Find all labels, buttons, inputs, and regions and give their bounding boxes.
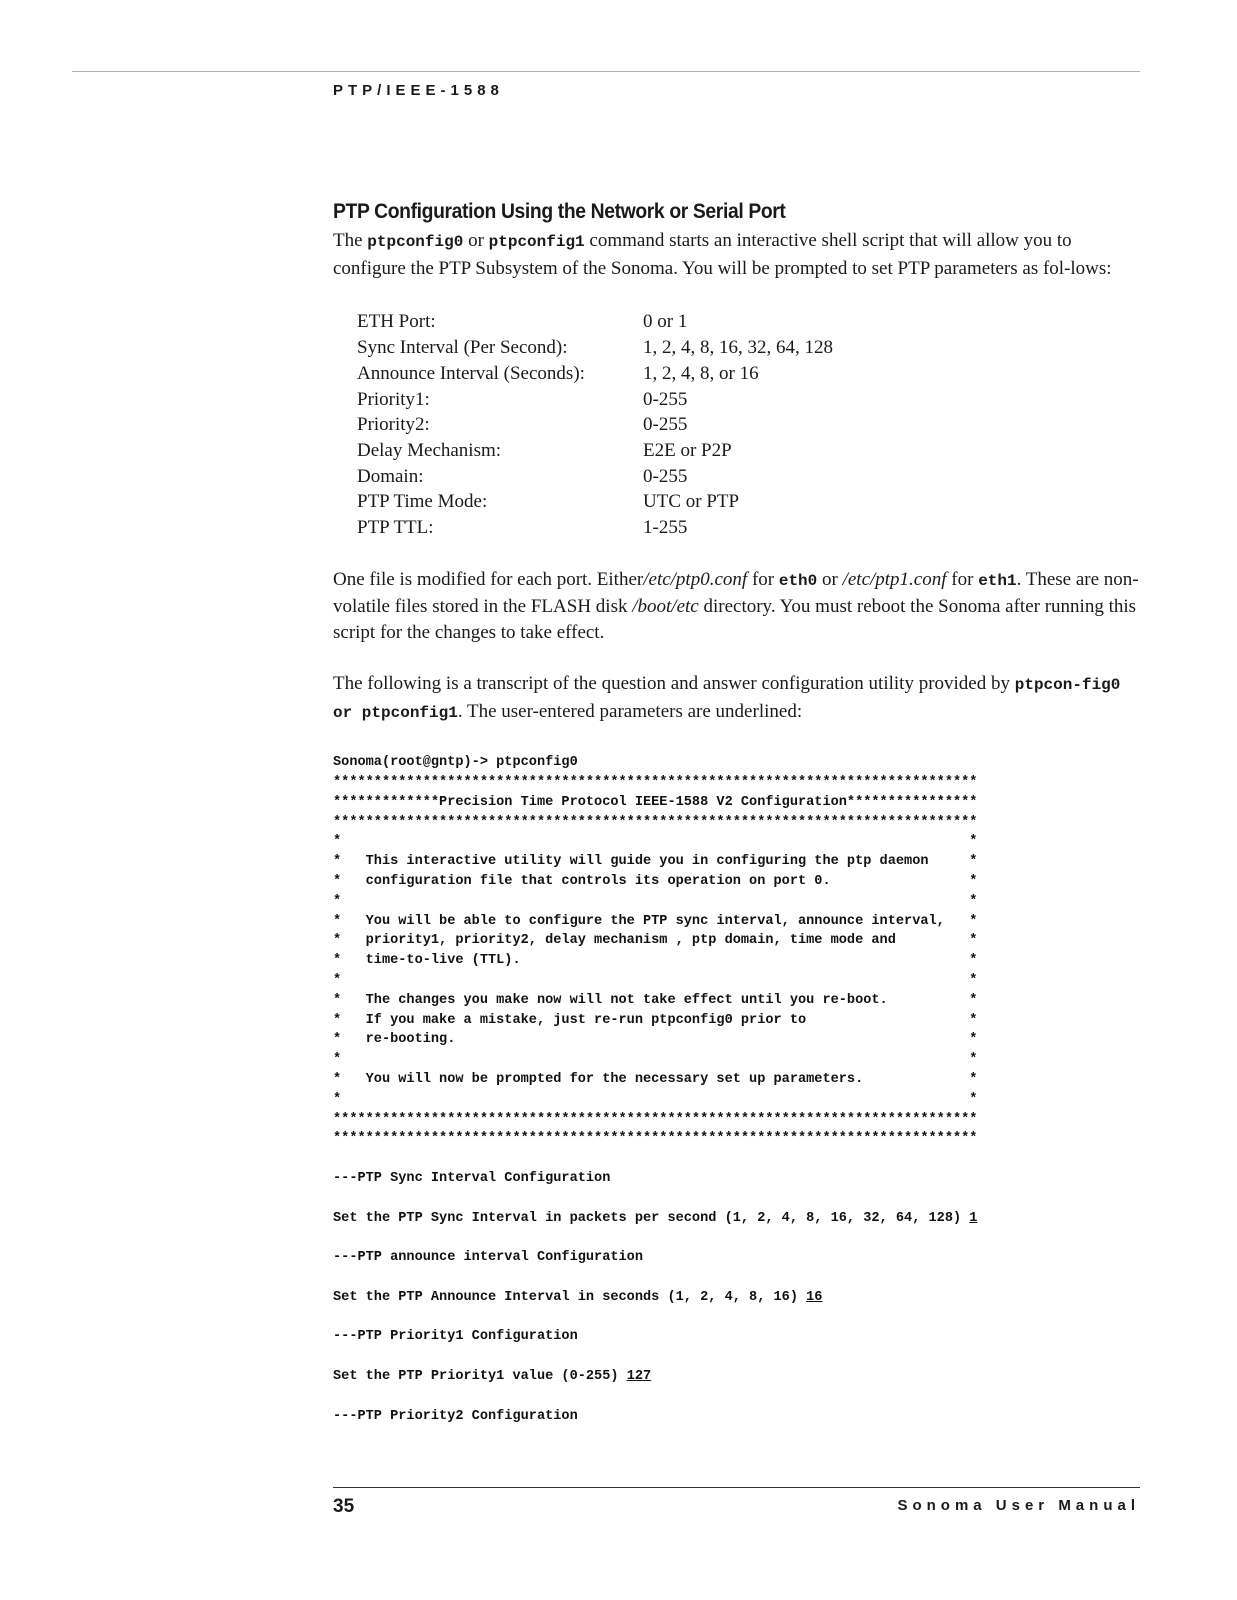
parameter-value: 1-255	[643, 517, 688, 539]
parameter-value: 0 or 1	[643, 311, 688, 333]
sync-prompt: Set the PTP Sync Interval in packets per second (1, 2, 4, 8, 16, 32, 64, 128)	[333, 1210, 970, 1226]
sync-answer: 1	[969, 1210, 978, 1226]
parameter-value: 1, 2, 4, 8, or 16	[643, 362, 759, 384]
files-paragraph	[333, 567, 1143, 646]
parameter-value: UTC or PTP	[643, 491, 740, 513]
manual-title: Sonoma User Manual	[897, 1497, 1140, 1514]
interface-eth0: eth0	[778, 571, 818, 590]
parameter-row	[357, 489, 1143, 515]
intro-text: or	[463, 230, 489, 251]
priority1-prompt: Set the PTP Priority1 value (0-255)	[333, 1368, 627, 1384]
footer-rule	[333, 1487, 1140, 1488]
files-text: or	[817, 568, 843, 590]
parameter-label: Priority2:	[357, 414, 430, 436]
parameter-list	[357, 309, 1143, 540]
announce-prompt: Set the PTP Announce Interval in seconds (1, 2, 4, 8, 16)	[333, 1289, 807, 1305]
page-number: 35	[333, 1496, 355, 1517]
intro-text: command starts an interactive shell script that will allow you to configure the PTP Subsystem of the Sonoma. You will be prompted to set PTP parameters as fol-lows:	[333, 230, 1112, 279]
parameter-row	[357, 309, 1143, 335]
parameter-value: 0-255	[643, 388, 688, 410]
banner-block: ******************************************************************************* *************Precision Time Protocol IEEE-1588 V2 Configuration**************** ******************************************************************************* * * * This interactive utility will guide you in configuring the ptp daemon * * configuration file that controls its operation on port 0. * * * * You will be able to configure the PTP sync interval, announce interval, * * priority1, priority2, delay mechanism , ptp domain, time mode and * * time-to-live (TTL). * * * * The changes you make now will not take effect until you re-boot. * * If you make a mistake, just re-run ptpconfig0 prior to * * re-booting. * * * * You will now be prompted for the necessary set up parameters. * * * ******************************************************************************* *******************************************************************************	[333, 775, 978, 1147]
directory-boot-etc: /boot/etc	[632, 596, 699, 618]
cmd-names: ptpcon-fig0 or ptpconfig1	[333, 675, 1121, 722]
cmd-ptpconfig0: ptpconfig0	[367, 233, 464, 251]
transcript-intro-paragraph	[333, 671, 1143, 726]
parameter-label: PTP TTL:	[357, 517, 434, 539]
parameter-row	[357, 361, 1143, 387]
file-path-ptp0: /etc/ptp0.conf	[643, 568, 748, 590]
parameter-value: 0-255	[643, 414, 688, 436]
parameter-label: Priority1:	[357, 388, 430, 410]
parameter-label: ETH Port:	[357, 311, 436, 333]
parameter-label: PTP Time Mode:	[357, 491, 488, 513]
parameter-row	[357, 387, 1143, 413]
transcript-intro-text: . The user-entered parameters are underlined:	[457, 700, 803, 722]
priority2-heading: ---PTP Priority2 Configuration	[333, 1408, 578, 1424]
paragraph-gap	[333, 646, 1143, 671]
announce-answer: 16	[806, 1289, 823, 1305]
parameter-row	[357, 438, 1143, 464]
files-text: . These are non-volatile files stored in the FLASH disk	[333, 568, 1139, 618]
section-title: PTP Configuration Using the Network or Serial Port	[333, 200, 786, 223]
parameter-row	[357, 515, 1143, 541]
parameter-row	[357, 412, 1143, 438]
parameter-label: Delay Mechanism:	[357, 439, 502, 461]
shell-prompt: Sonoma(root@gntp)-> ptpconfig0	[333, 755, 578, 771]
intro-paragraph	[333, 228, 1143, 281]
parameter-value: 1, 2, 4, 8, 16, 32, 64, 128	[643, 337, 833, 359]
parameter-row	[357, 335, 1143, 361]
files-text: directory. You must reboot the Sonoma after running this script for the changes to take effect.	[333, 596, 1137, 644]
sync-heading: ---PTP Sync Interval Configuration	[333, 1170, 611, 1186]
interface-eth1: eth1	[978, 571, 1017, 590]
files-text: for	[747, 568, 779, 590]
announce-heading: ---PTP announce interval Configuration	[333, 1250, 643, 1266]
transcript-intro-text: The following is a transcript of the question and answer configuration utility provided by	[333, 672, 1015, 694]
files-text: One file is modified for each port. Either	[333, 568, 644, 590]
parameter-value: E2E or P2P	[643, 439, 732, 461]
priority1-heading: ---PTP Priority1 Configuration	[333, 1329, 578, 1345]
file-path-ptp1: /etc/ptp1.conf	[842, 568, 947, 590]
config-transcript	[333, 753, 1143, 1426]
parameter-label: Announce Interval (Seconds):	[357, 362, 585, 384]
main-content	[333, 200, 1143, 1426]
header-rule	[72, 71, 1140, 72]
priority1-answer: 127	[626, 1368, 652, 1384]
parameter-value: 0-255	[643, 465, 688, 487]
parameter-row	[357, 464, 1143, 490]
intro-text: The	[333, 230, 368, 251]
files-text: for	[946, 568, 979, 590]
running-head: PTP/IEEE-1588	[333, 82, 504, 99]
cmd-ptpconfig1: ptpconfig1	[488, 233, 585, 251]
parameter-label: Sync Interval (Per Second):	[357, 337, 568, 359]
parameter-label: Domain:	[357, 465, 424, 487]
